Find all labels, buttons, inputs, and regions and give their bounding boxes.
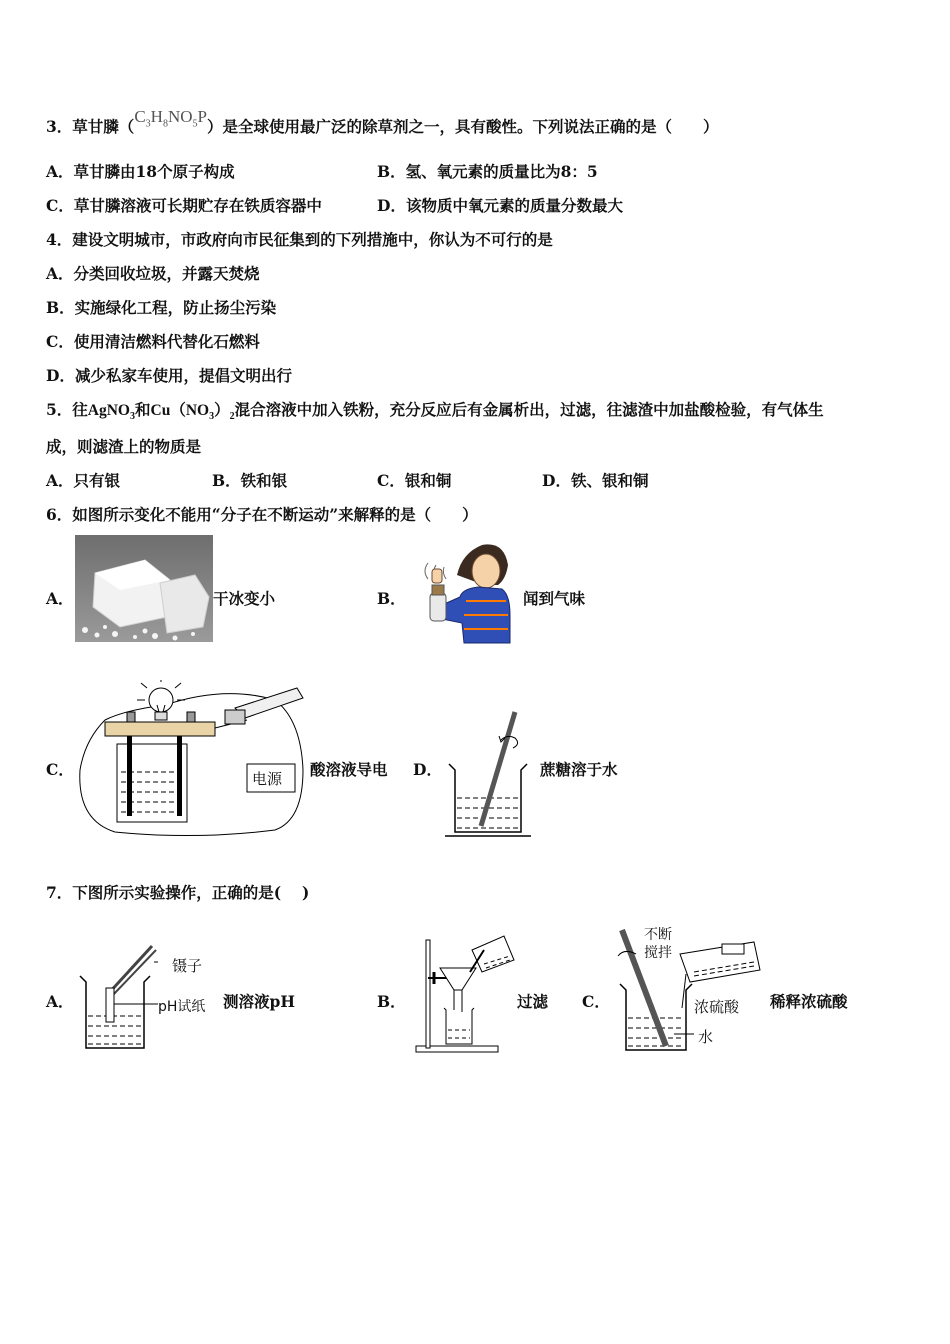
power-source-label: 电源	[252, 770, 283, 788]
q3-option-c: C．草甘膦溶液可长期贮存在铁质容器中	[46, 196, 322, 215]
water-label: 水	[698, 1028, 714, 1046]
q7-b-caption: 过滤	[517, 992, 549, 1011]
q6-d-caption: 蔗糖溶于水	[540, 760, 618, 779]
q6-a-letter: A．	[46, 589, 74, 608]
q4-option-b: B．实施绿化工程，防止扬尘污染	[46, 298, 277, 317]
q6-a-caption: 干冰变小	[213, 589, 276, 608]
q6-stem: 6．如图所示变化不能用“分子在不断运动”来解释的是（ ）	[46, 505, 478, 524]
q7-c-letter: C．	[582, 992, 610, 1011]
q5-option-d: D．铁、银和铜	[542, 471, 649, 490]
q7-b-letter: B．	[377, 992, 406, 1011]
sugar-dissolving-beaker	[443, 708, 533, 840]
q7-a-caption: 测溶液pH	[223, 992, 295, 1011]
stir-label: 不断搅拌	[644, 927, 672, 961]
q3-option-b: B．氢、氧元素的质量比为8：5	[377, 162, 598, 181]
q7-c-caption: 稀释浓硫酸	[770, 992, 848, 1011]
ph-test-beaker	[78, 942, 158, 1052]
conductivity-apparatus	[75, 680, 307, 840]
dry-ice-photo	[75, 535, 213, 642]
q4-stem: 4．建设文明城市，市政府向市民征集到的下列措施中，你认为不可行的是	[46, 230, 553, 249]
q6-c-letter: C．	[46, 760, 74, 779]
ph-paper-label: pH试纸	[158, 999, 206, 1015]
q5-stem-line2: 成，则滤渣上的物质是	[46, 437, 202, 456]
q3-option-d: D．该物质中氧元素的质量分数最大	[377, 196, 623, 215]
q6-b-caption: 闻到气味	[523, 589, 586, 608]
q3-option-a: A．草甘膦由18个原子构成	[46, 162, 235, 181]
conc-acid-label: 浓硫酸	[694, 998, 740, 1016]
cuno3-formula: $Cu(NO_3)_2$	[150, 402, 235, 423]
q5-stem-line1: 5．往AgNO$_3$和$Cu(NO_3)_2$混合溶液中加入铁粉，充分反应后有金属析出，过滤，往滤渣中加盐酸检验，有气体生	[46, 400, 824, 423]
q7-a-letter: A．	[46, 992, 74, 1011]
q5-option-a: A．只有银	[46, 471, 121, 490]
q6-b-letter: B．	[377, 589, 406, 608]
q4-option-d: D．减少私家车使用，提倡文明出行	[46, 366, 292, 385]
q4-option-c: C．使用清洁燃料代替化石燃料	[46, 332, 260, 351]
dilute-acid-apparatus	[614, 926, 766, 1056]
q5-option-b: B．铁和银	[212, 471, 288, 490]
glyphosate-formula: $C_3H_8NO_5P$	[134, 107, 207, 130]
q6-d-letter: D．	[413, 760, 442, 779]
smelling-boy-illustration	[402, 535, 514, 645]
agno3-formula: AgNO$_3$	[87, 402, 135, 423]
tweezers-label: 镊子	[172, 957, 203, 975]
q3-stem: 3．草甘膦$(C_3H_8NO_5P)$是全球使用最广泛的除草剂之一，具有酸性。下列说法正确的是（ ）	[46, 107, 719, 136]
q6-c-caption: 酸溶液导电	[310, 760, 388, 779]
q5-option-c: C．银和铜	[377, 471, 452, 490]
filtration-apparatus	[414, 932, 516, 1054]
q4-option-a: A．分类回收垃圾，并露天焚烧	[46, 264, 260, 283]
q7-stem: 7．下图所示实验操作，正确的是( )	[46, 883, 310, 902]
